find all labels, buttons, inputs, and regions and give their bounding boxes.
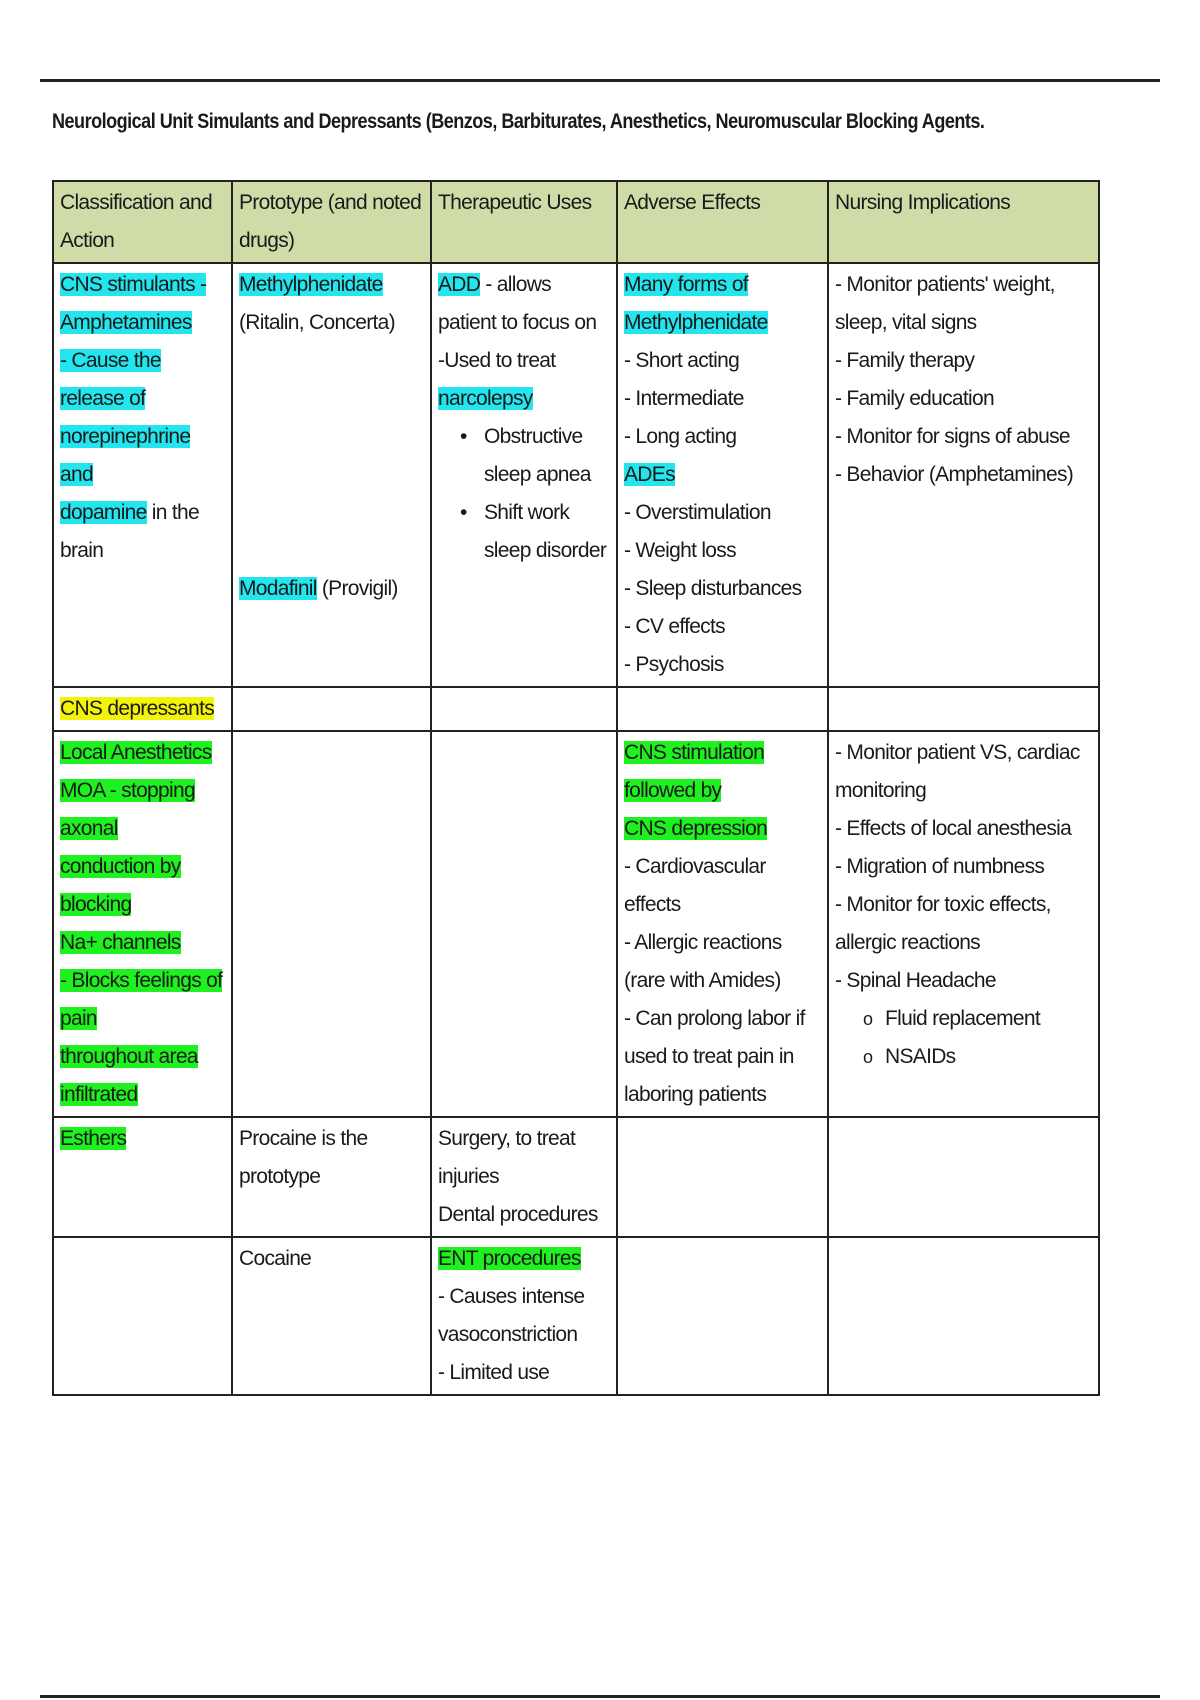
list-item: - Can prolong labor if used to treat pain in laboring patients	[624, 1007, 805, 1106]
cell-classification	[53, 687, 232, 731]
cell-adverse-effects	[617, 263, 828, 687]
cell-classification	[53, 1117, 232, 1237]
local-anesthetics-label: Local Anesthetics	[60, 741, 212, 764]
cell-classification	[53, 731, 232, 1117]
list-item: - Effects of local anesthesia	[835, 817, 1072, 840]
cell-therapeutic-uses	[431, 1237, 617, 1395]
cell-adverse-effects	[617, 731, 828, 1117]
forms-label: Many forms of	[624, 273, 748, 296]
top-rule	[40, 79, 1160, 82]
header-adverse-effects: Adverse Effects	[617, 181, 828, 263]
brand-names: (Provigil)	[316, 577, 398, 600]
list-item: - CV effects	[624, 615, 725, 638]
list-item: • Obstructive sleep apnea	[438, 418, 610, 494]
table-row-cocaine	[53, 1237, 1099, 1395]
header-therapeutic-uses: Therapeutic Uses	[431, 181, 617, 263]
cns-depression-label: CNS depression	[624, 817, 768, 840]
use-text: Surgery, to treat injuries	[438, 1127, 576, 1188]
prototype-text: is the prototype	[239, 1127, 368, 1188]
cns-stimulants-label: CNS stimulants -	[60, 273, 207, 296]
cell-empty	[828, 1237, 1099, 1395]
sub-list-item: o NSAIDs	[835, 1038, 1092, 1076]
procaine-label: Procaine	[239, 1127, 317, 1150]
header-prototype: Prototype (and noted drugs)	[232, 181, 431, 263]
amphetamines-label: Amphetamines	[60, 311, 192, 334]
list-item: - Cardiovascular effects	[624, 855, 766, 916]
list-item: - Spinal Headache	[835, 969, 996, 992]
use-text: -Used to treat	[438, 349, 556, 372]
cell-therapeutic-uses	[431, 1117, 617, 1237]
list-item: - Monitor for signs of abuse	[835, 425, 1070, 448]
header-nursing-implications: Nursing Implications	[828, 181, 1099, 263]
cell-nursing-implications	[828, 731, 1099, 1117]
use-text: - allows patient to focus on	[438, 273, 597, 334]
list-item: - Migration of numbness	[835, 855, 1045, 878]
moa-text: conduction by blocking	[60, 855, 181, 916]
narcolepsy-label: narcolepsy	[438, 387, 533, 410]
cell-therapeutic-uses	[431, 263, 617, 687]
cell-empty	[617, 687, 828, 731]
cell-empty	[617, 1117, 828, 1237]
list-item: - Allergic reactions (rare with Amides)	[624, 931, 782, 992]
header-classification: Classification and Action	[53, 181, 232, 263]
ent-procedures-label: ENT procedures	[438, 1247, 581, 1270]
moa-text: - Blocks feelings of pain	[60, 969, 223, 1030]
action-text: norepinephrine and	[60, 425, 191, 486]
cell-empty	[232, 731, 431, 1117]
list-item: - Family education	[835, 387, 994, 410]
modafinil-label: Modafinil	[239, 577, 317, 600]
add-label: ADD	[438, 273, 481, 296]
action-text: dopamine	[60, 501, 147, 524]
bottom-rule	[40, 1695, 1160, 1698]
list-item: - Limited use	[438, 1361, 550, 1384]
cns-depressants-label: CNS depressants	[60, 697, 215, 720]
action-text: in the brain	[60, 501, 199, 562]
list-item: - Sleep disturbances	[624, 577, 802, 600]
table-row-cns-depressants	[53, 687, 1099, 731]
header-row	[53, 181, 1099, 263]
list-item: - Causes intense vasoconstriction	[438, 1285, 585, 1346]
moa-text: throughout area	[60, 1045, 198, 1068]
moa-text: MOA - stopping axonal	[60, 779, 195, 840]
list-item: - Monitor patients' weight, sleep, vital signs	[835, 273, 1055, 334]
list-item: • Shift work sleep disorder	[438, 494, 610, 570]
table-row-local-anesthetics	[53, 731, 1099, 1117]
table-row-esthers	[53, 1117, 1099, 1237]
cell-prototype	[232, 263, 431, 687]
moa-text: Na+ channels	[60, 931, 181, 954]
cell-empty	[232, 687, 431, 731]
cell-empty	[431, 731, 617, 1117]
ades-label: ADEs	[624, 463, 675, 486]
cell-classification	[53, 263, 232, 687]
methylphenidate-label: Methylphenidate	[239, 273, 383, 296]
drug-table	[52, 180, 1100, 1396]
list-item: - Short acting	[624, 349, 740, 372]
cns-stimulation-label: CNS stimulation followed by	[624, 741, 765, 802]
list-item: - Long acting	[624, 425, 737, 448]
page-title: Neurological Unit Simulants and Depressants (Benzos, Barbiturates, Anesthetics, Neuromuscular Blocking Agents.	[52, 110, 985, 133]
list-item: - Monitor for toxic effects, allergic reactions	[835, 893, 1051, 954]
cell-prototype	[232, 1237, 431, 1395]
esthers-label: Esthers	[60, 1127, 127, 1150]
brand-names: (Ritalin, Concerta)	[239, 311, 395, 334]
list-item: - Family therapy	[835, 349, 975, 372]
list-item: - Overstimulation	[624, 501, 771, 524]
cell-empty	[617, 1237, 828, 1395]
list-item: - Monitor patient VS, cardiac monitoring	[835, 741, 1080, 802]
list-item: - Psychosis	[624, 653, 724, 676]
cell-empty	[828, 687, 1099, 731]
cell-prototype	[232, 1117, 431, 1237]
cell-empty	[828, 1117, 1099, 1237]
moa-text: infiltrated	[60, 1083, 138, 1106]
list-item: - Intermediate	[624, 387, 744, 410]
sub-list-item: o Fluid replacement	[835, 1000, 1092, 1038]
action-text: - Cause the release of	[60, 349, 161, 410]
cell-empty	[431, 687, 617, 731]
list-item: - Behavior (Amphetamines)	[835, 463, 1074, 486]
cell-empty	[53, 1237, 232, 1395]
spacer	[239, 342, 424, 570]
cell-nursing-implications	[828, 263, 1099, 687]
list-item: - Weight loss	[624, 539, 736, 562]
cocaine-label: Cocaine	[239, 1247, 312, 1270]
forms-label: Methylphenidate	[624, 311, 768, 334]
table-row-cns-stimulants	[53, 263, 1099, 687]
use-text: Dental procedures	[438, 1203, 598, 1226]
